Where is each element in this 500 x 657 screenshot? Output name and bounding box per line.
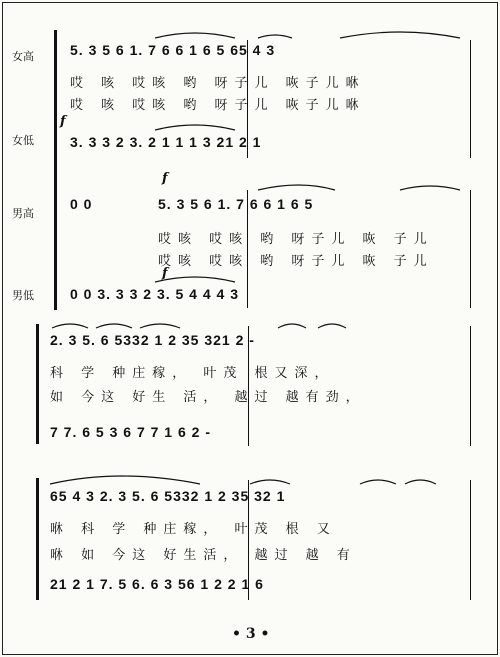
notes-lower: 21 2 1 7. 5 6. 6 3 56 1 2 2 1 6 [50, 576, 264, 592]
slur-curve [140, 324, 180, 328]
tie-curve [258, 185, 335, 190]
notes-tenor-lead: 0 0 [70, 196, 93, 212]
dynamic-forte: f [162, 266, 168, 281]
slur-curve [405, 480, 436, 484]
part-label-bass: 男低 [12, 289, 34, 302]
tie-curve [155, 33, 235, 38]
lyric-verse1-lower: 哎咳 哎咳 哟 呀子儿 咴 子儿 [158, 232, 434, 247]
slur-curve [340, 32, 460, 38]
part-label-tenor: 男高 [12, 207, 34, 220]
tie-curve [155, 125, 235, 130]
lyric-verse2: 如 今这 好生 活， 越过 越有劲， [50, 390, 366, 405]
lyric-verse2: 咻 如 今这 好生活， 越过 越 有 [50, 548, 357, 563]
notes-soprano: 5. 3 5 6 1. 7 6 6 1 6 5 65 4 3 [70, 42, 276, 58]
page-number: • 3 • [232, 626, 270, 642]
lyric-verse2-lower: 哎咳 哎咳 哟 呀子儿 咴 子儿 [158, 254, 434, 269]
slur-curve [278, 324, 306, 328]
slur-curve [96, 324, 132, 328]
tie-curve [155, 277, 235, 282]
slur-curve [250, 480, 290, 484]
notes-bass: 0 0 3. 3 3 2 3. 5 4 4 4 3 [70, 286, 239, 302]
notes-upper: 65 4 3 2. 3 5. 6 5332 1 2 35 32 1 [50, 488, 286, 504]
notes-tenor: 5. 3 5 6 1. 7 6 6 1 6 5 [158, 196, 314, 212]
slur-curve [50, 476, 200, 484]
slur-curve [258, 35, 292, 38]
notes-alto: 3. 3 3 2 3. 2 1 1 1 3 21 2 1 [70, 134, 262, 150]
part-label-alto: 女低 [12, 134, 34, 147]
lyric-verse1: 咻 科 学 种庄稼， 叶茂 根 又 [50, 522, 337, 537]
lyric-verse1: 科 学 种庄稼， 叶茂 根又深， [50, 366, 335, 381]
slur-curve [360, 480, 396, 484]
dynamic-forte: f [60, 114, 66, 129]
part-label-soprano: 女高 [12, 50, 34, 63]
slur-curve [318, 324, 346, 328]
slur-curve [400, 186, 460, 190]
notes-upper: 2. 3 5. 6 5332 1 2 35 321 2 - [50, 332, 255, 348]
slur-curve [52, 324, 88, 328]
notes-lower: 7 7. 6 5 3 6 7 7 1 6 2 - [50, 424, 211, 440]
lyric-verse1: 哎 咳 哎咳 哟 呀子儿 咴子儿咻 [70, 76, 366, 91]
lyric-verse2: 哎 咳 哎咳 哟 呀子儿 咴子儿咻 [70, 98, 366, 113]
dynamic-forte: f [162, 171, 168, 186]
